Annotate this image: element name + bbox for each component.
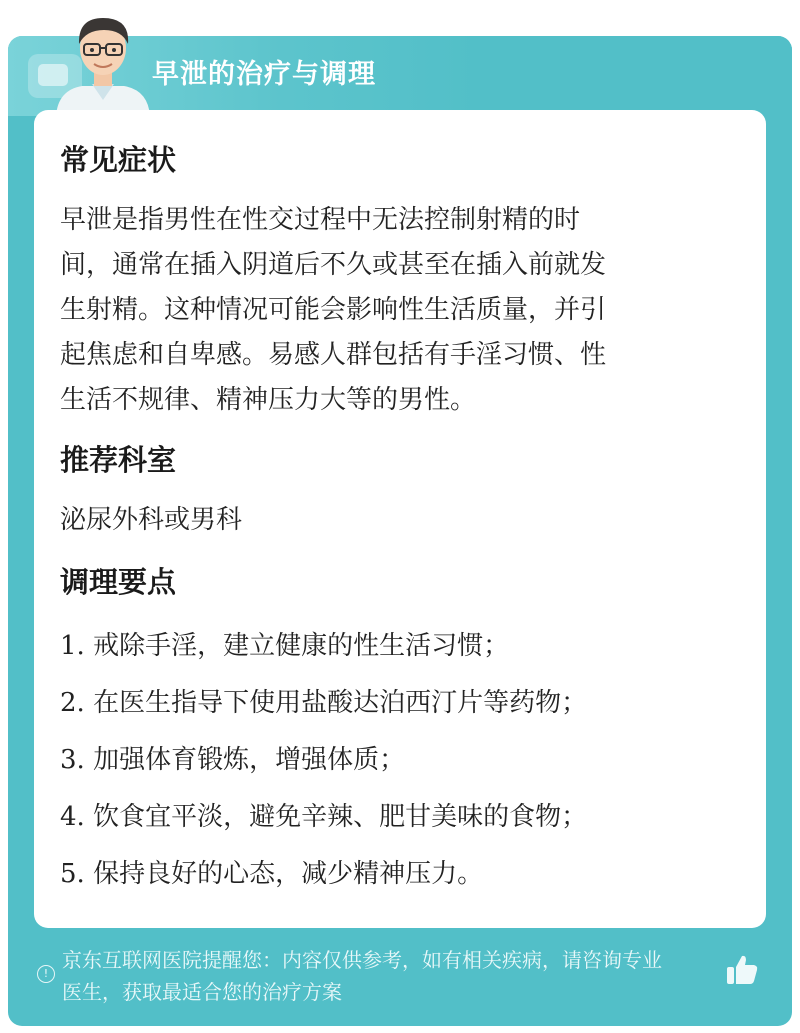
list-text: 加强体育锻炼，增强体质；: [93, 745, 406, 775]
paragraph-line: 生射精。这种情况可能会影响性生活质量，并引: [60, 295, 607, 325]
disclaimer-line: 医生，获取最适合您的治疗方案: [62, 980, 342, 1004]
list-item: [60, 739, 740, 776]
page-title: 早泄的治疗与调理: [152, 59, 376, 90]
list-item: [60, 625, 740, 662]
list-text: 在医生指导下使用盐酸达泊西汀片等药物；: [93, 688, 588, 718]
paragraph-line: 间，通常在插入阴道后不久或甚至在插入前就发: [60, 250, 607, 280]
symptoms-paragraph: [60, 198, 732, 423]
section-title-symptoms: 常见症状: [60, 143, 177, 177]
disclaimer-text: [62, 944, 732, 1008]
list-text: 饮食宜平淡，避免辛辣、肥甘美味的食物；: [93, 802, 588, 832]
paragraph-line: 生活不规律、精神压力大等的男性。: [60, 385, 477, 415]
info-icon: !: [37, 965, 55, 983]
section-title-department: 推荐科室: [60, 443, 177, 477]
list-number: 2.: [60, 688, 85, 718]
list-number: 1.: [60, 631, 85, 661]
paragraph-line: 起焦虑和自卑感。易感人群包括有手淫习惯、性: [60, 340, 607, 370]
list-number: 5.: [60, 859, 85, 889]
list-text: 保持良好的心态，减少精神压力。: [93, 859, 484, 889]
list-number: 3.: [60, 745, 85, 775]
doctor-avatar: [48, 6, 158, 116]
list-text: 戒除手淫，建立健康的性生活习惯；: [93, 631, 510, 661]
department-text: 泌尿外科或男科: [60, 505, 243, 535]
paragraph-line: 早泄是指男性在性交过程中无法控制射精的时: [60, 205, 581, 235]
list-item: [60, 796, 740, 833]
section-title-care: 调理要点: [60, 565, 177, 599]
list-item: [60, 853, 740, 890]
disclaimer-line: 京东互联网医院提醒您：内容仅供参考，如有相关疾病，请咨询专业: [62, 948, 662, 972]
list-item: [60, 682, 740, 719]
list-number: 4.: [60, 802, 85, 832]
thumbs-up-icon[interactable]: [724, 952, 760, 988]
